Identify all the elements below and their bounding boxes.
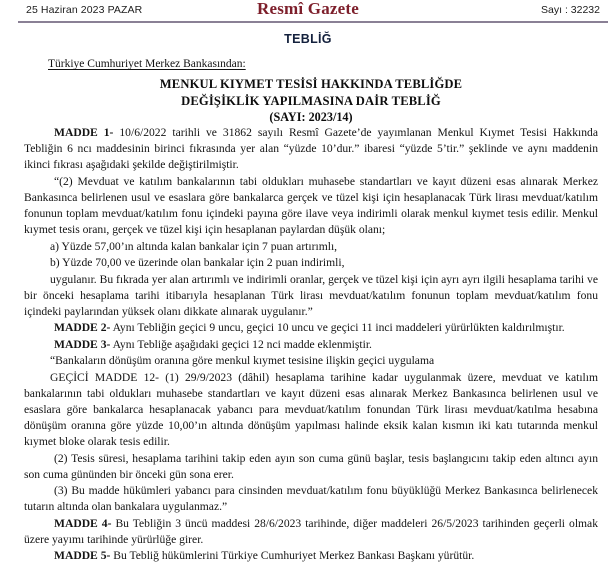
article-1 <box>24 125 598 173</box>
article-1-text: 10/6/2022 tarihli ve 31862 sayılı Resmî Gazete’de yayımlanan Menkul Kıymet Tesisi Hakkında Tebliğin 6 ncı maddesinin birinci fıkrasında yer alan “yüzde 10’dur.” ibaresi “yüzde 5’tir.” şeklinde ve aynı maddenin ikinci fıkrası aşağıdaki şekilde değiştirilmiştir. <box>24 126 598 172</box>
issue-number: Sayı : 32232 <box>541 4 600 16</box>
gazette-title: Resmî Gazete <box>257 0 359 18</box>
article-4-text: Bu Tebliğin 3 üncü maddesi 28/6/2023 tarihinde, diğer maddeleri 26/5/2023 tarihinden geçerli olmak üzere yayımı tarihinde yürürlüğe girer. <box>24 516 598 546</box>
article-4 <box>24 516 598 548</box>
article-4-label: MADDE 4- <box>54 516 112 530</box>
provisional-heading: “Bankaların dönüşüm oranına göre menkul kıymet tesisine ilişkin geçici uygulama <box>50 354 435 368</box>
article-1-item-a: a) Yüzde 57,00’ın altında kalan bankalar için 7 puan artırımlı, <box>50 239 338 253</box>
article-1-label: MADDE 1- <box>54 126 114 140</box>
issuing-authority: Türkiye Cumhuriyet Merkez Bankasından: <box>48 58 246 70</box>
article-2-label: MADDE 2- <box>54 321 111 335</box>
article-3-label: MADDE 3- <box>54 337 111 351</box>
masthead <box>0 0 616 22</box>
article-3 <box>24 337 598 353</box>
article-1-paragraph-2-continued: uygulanır. Bu fıkrada yer alan artırımlı ve indirimli oranlar, gerçek ve tüzel kişi için ayrı ayrı ilgili hesaplama tarihi ve bir önceki hesaplama tarihi itibarıyla hesaplanan Türk lirası mevduat/katılım fonunun toplam mevduat/katılım fonu içindeki paylarından yüksek olanı dikkate alınarak uygulanır.” <box>24 272 598 318</box>
provisional-article-12-paragraph-2: (2) Tesis süresi, hesaplama tarihini takip eden ayın son cuma günü başlar, tesis başlangıcını takip eden altıncı ayın son cuma gününden bir önceki gün sona erer. <box>24 451 598 481</box>
article-5-text: Bu Tebliğ hükümlerini Türkiye Cumhuriyet Merkez Bankası Başkanı yürütür. <box>110 549 475 563</box>
publication-date: 25 Haziran 2023 PAZAR <box>26 4 143 16</box>
provisional-article-12-paragraph-3: (3) Bu madde hükümleri yabancı para cinsinden mevduat/katılım fonu büyüklüğü Merkez Bankasınca belirlenecek tutarın altında olan bankalara uygulanmaz.” <box>24 484 598 514</box>
document-title <box>24 76 598 109</box>
provisional-article-12: GEÇİCİ MADDE 12- (1) 29/9/2023 (dâhil) hesaplama tarihine kadar uygulanmak üzere, mevduat ve katılım bankalarının tabi oldukları muhasebe standartları ve kayıt düzeni esas alınarak Merkez Bankasınca belirlenen usul ve esaslara göre bankalarca hesaplanacak yabancı para mevduat/katılım fonundan Türk lirası mevduat/katılma hesabına dönüşüm oranına göre yüzde 10,00’ın altında dönüşüm yapılması halinde eksik kalan kısmın iki katı tutarında menkul kıymet bloke olarak tesis edilir. <box>24 370 598 449</box>
document-body <box>0 58 616 564</box>
article-1-item-b: b) Yüzde 70,00 ve üzerinde olan bankalar için 2 puan indirimli, <box>50 256 345 270</box>
document-title-line-2: DEĞİŞİKLİK YAPILMASINA DAİR TEBLİĞ <box>181 93 441 108</box>
article-5 <box>24 548 598 564</box>
article-1-paragraph-2: “(2) Mevduat ve katılım bankalarının tabi oldukları muhasebe standartları ve kayıt düzeni esas alınarak Merkez Bankasınca belirlenen usul ve esaslara göre bankalarca gerçek ve tüzel kişi için hesaplanacak Türk lirası mevduat/katılım fonunun toplam mevduat/katılım fonu içindeki payına göre ilave veya indirimli olarak menkul kıymet tesis edilir. Menkul kıymet tesis oranı, gerçek ve tüzel kişi için hesaplanan paylardan düşük olanı; <box>24 174 598 236</box>
article-5-label: MADDE 5- <box>54 549 111 563</box>
masthead-divider <box>18 21 608 23</box>
section-heading: TEBLİĞ <box>284 32 332 46</box>
article-2 <box>24 320 598 336</box>
document-title-line-1: MENKUL KIYMET TESİSİ HAKKINDA TEBLİĞDE <box>159 77 463 91</box>
article-2-text: Aynı Tebliğin geçici 9 uncu, geçici 10 uncu ve geçici 11 inci maddeleri yürürlükten kaldırılmıştır. <box>110 321 565 335</box>
article-3-text: Aynı Tebliğe aşağıdaki geçici 12 nci madde eklenmiştir. <box>110 337 372 351</box>
document-subtitle: (SAYI: 2023/14) <box>269 110 353 125</box>
